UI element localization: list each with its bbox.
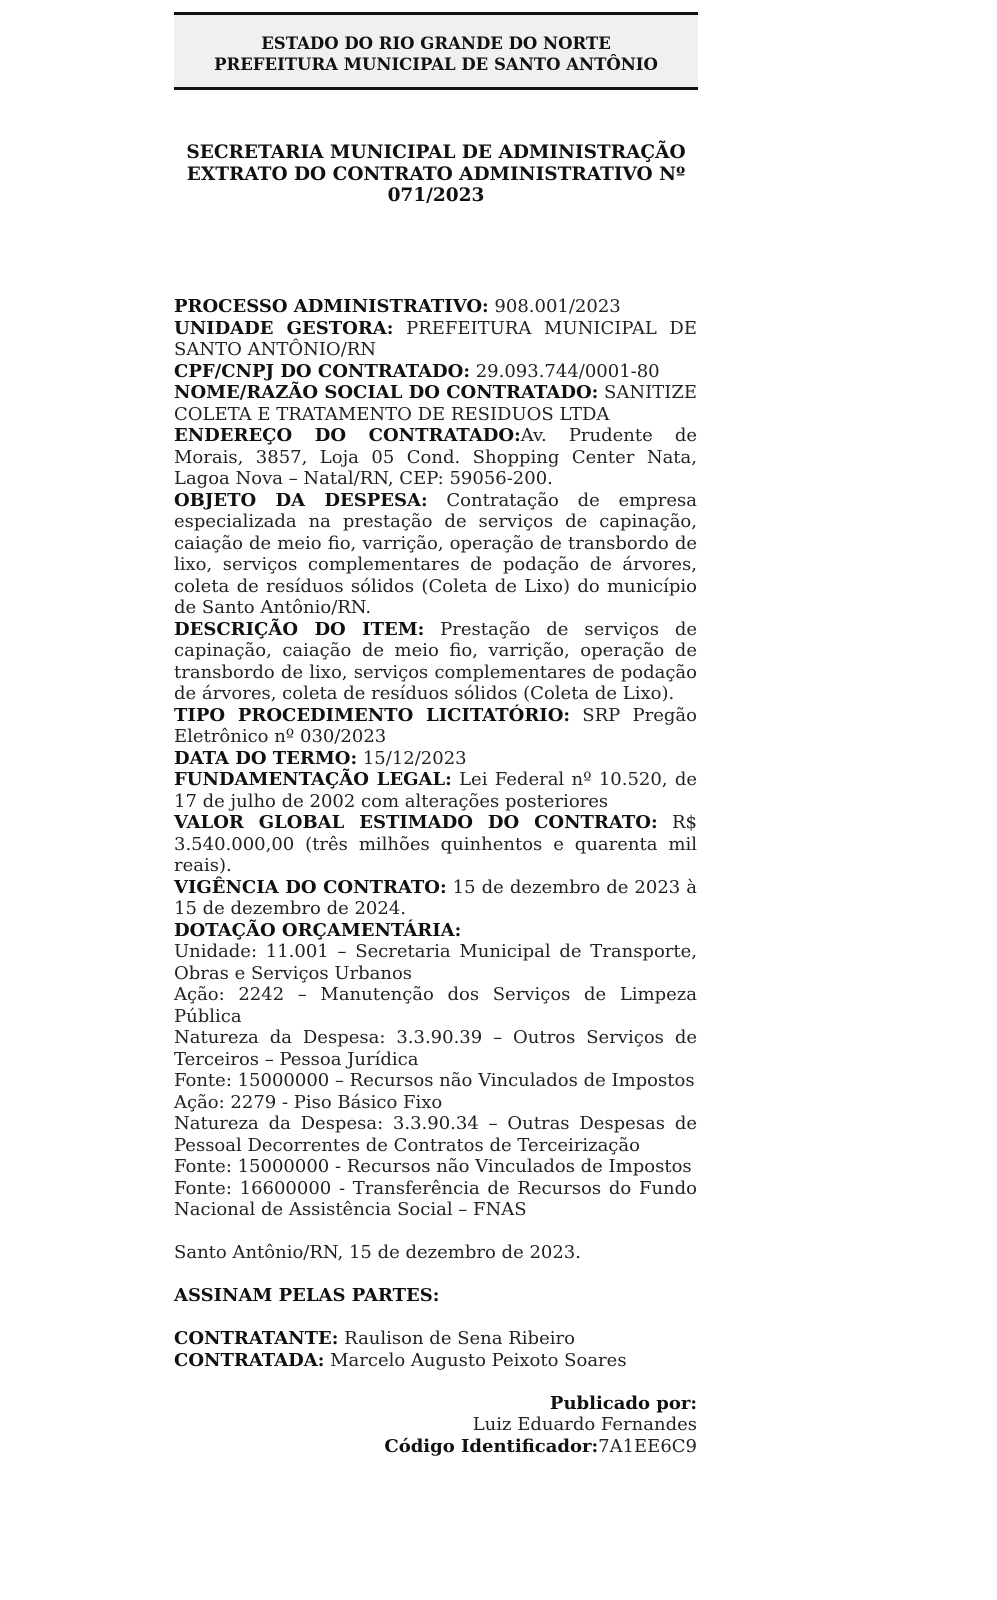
dotacao-item: Unidade: 11.001 – Secretaria Municipal de Transporte, Obras e Serviços Urbanos: [174, 941, 697, 984]
dotacao-item: Ação: 2279 - Piso Básico Fixo: [174, 1091, 443, 1113]
document-body: [174, 296, 697, 1457]
contract-field: [174, 619, 697, 705]
field-label: NOME/RAZÃO SOCIAL DO CONTRATADO:: [174, 382, 599, 403]
dotacao-item: Fonte: 16600000 - Transferência de Recursos do Fundo Nacional de Assistência Social – FNAS: [174, 1177, 697, 1220]
contratada-line: [174, 1350, 697, 1372]
contratada-label: CONTRATADA:: [174, 1349, 325, 1371]
contract-field: [174, 425, 697, 490]
contract-field: [174, 812, 697, 877]
contract-field: [174, 705, 697, 748]
dotacao-item: Natureza da Despesa: 3.3.90.39 – Outros Serviços de Terceiros – Pessoa Jurídica: [174, 1027, 697, 1070]
code-label: Código Identificador:: [384, 1435, 599, 1457]
field-value: Prestação de serviços de capinação, caiação de meio fio, varrição, operação de transbordo de lixo, serviços complementares de podação de árvores, coleta de resíduos sólidos (Coleta de Lixo).: [174, 618, 697, 704]
contract-field: [174, 296, 697, 318]
dotacao-list: [174, 941, 697, 1221]
field-label: PROCESSO ADMINISTRATIVO:: [174, 296, 489, 317]
publisher-name: Luiz Eduardo Fernandes: [472, 1414, 697, 1435]
field-value: 15 de dezembro de 2023 à 15 de dezembro de 2024.: [174, 876, 698, 919]
header-state: ESTADO DO RIO GRANDE DO NORTE: [261, 34, 611, 53]
field-value: Contratação de empresa especializada na prestação de serviços de capinação, caiação de meio fio, varrição, operação de transbordo de lixo, serviços complementares de podação de árvores, coleta de resíduos sólidos (Coleta de Lixo) do município de Santo Antônio/RN.: [174, 489, 697, 618]
contratante-label: CONTRATANTE:: [174, 1328, 339, 1349]
code-value: 7A1EE6C9: [598, 1435, 697, 1457]
contract-field: [174, 748, 697, 770]
contract-field: [174, 920, 697, 942]
contract-field: [174, 382, 697, 425]
field-value: SANITIZE COLETA E TRATAMENTO DE RESIDUOS LTDA: [174, 382, 697, 425]
contratante-line: [174, 1328, 697, 1350]
title-secretaria: SECRETARIA MUNICIPAL DE ADMINISTRAÇÃO: [186, 142, 686, 163]
field-label: FUNDAMENTAÇÃO LEGAL:: [174, 769, 452, 790]
field-label: OBJETO DA DESPESA:: [174, 489, 428, 511]
contract-field: [174, 361, 697, 383]
field-label: UNIDADE GESTORA:: [174, 317, 394, 339]
field-value: Av. Prudente de Morais, 3857, Loja 05 Cond. Shopping Center Nata, Lagoa Nova – Natal/RN, CEP: 59056-200.: [174, 425, 697, 489]
publication-block: [174, 1393, 697, 1458]
signatures-heading: ASSINAM PELAS PARTES:: [174, 1285, 440, 1306]
field-value: 29.093.744/0001-80: [469, 360, 660, 382]
contratada-name: Marcelo Augusto Peixoto Soares: [324, 1349, 627, 1371]
field-label: VIGÊNCIA DO CONTRATO:: [174, 876, 447, 898]
field-value: 908.001/2023: [488, 296, 621, 317]
field-value: R$ 3.540.000,00 (três milhões quinhentos e quarenta mil reais).: [174, 812, 697, 876]
document-header: [174, 12, 698, 90]
contract-field: [174, 877, 697, 920]
contract-fields: [174, 296, 697, 941]
contratante-name: Raulison de Sena Ribeiro: [338, 1328, 575, 1349]
field-label: DATA DO TERMO:: [174, 747, 358, 769]
place-date: Santo Antônio/RN, 15 de dezembro de 2023.: [174, 1242, 581, 1263]
dotacao-item: Fonte: 15000000 – Recursos não Vinculados de Impostos: [174, 1070, 695, 1091]
title-extrato: EXTRATO DO CONTRATO ADMINISTRATIVO Nº 071/2023: [186, 163, 686, 206]
published-by-label: Publicado por:: [549, 1392, 697, 1414]
field-value: Lei Federal nº 10.520, de 17 de julho de 2002 com alterações posteriores: [174, 769, 697, 812]
field-label: TIPO PROCEDIMENTO LICITATÓRIO:: [174, 704, 571, 726]
document-title: [174, 142, 698, 207]
field-value: SRP Pregão Eletrônico nº 030/2023: [174, 704, 697, 747]
field-label: DOTAÇÃO ORÇAMENTÁRIA:: [174, 919, 462, 941]
contract-field: [174, 490, 697, 619]
dotacao-item: Natureza da Despesa: 3.3.90.34 – Outras Despesas de Pessoal Decorrentes de Contratos de Terceirização: [174, 1113, 697, 1156]
field-value: 15/12/2023: [357, 747, 467, 769]
header-prefecture: PREFEITURA MUNICIPAL DE SANTO ANTÔNIO: [214, 55, 658, 74]
contract-field: [174, 769, 697, 812]
field-label: ENDEREÇO DO CONTRATADO:: [174, 425, 521, 446]
contract-field: [174, 318, 697, 361]
dotacao-item: Ação: 2242 – Manutenção dos Serviços de Limpeza Pública: [174, 984, 697, 1027]
field-label: DESCRIÇÃO DO ITEM:: [174, 618, 425, 640]
field-label: VALOR GLOBAL ESTIMADO DO CONTRATO:: [174, 812, 658, 833]
dotacao-item: Fonte: 15000000 - Recursos não Vinculados de Impostos: [174, 1156, 692, 1177]
field-value: PREFEITURA MUNICIPAL DE SANTO ANTÔNIO/RN: [174, 317, 697, 360]
field-label: CPF/CNPJ DO CONTRATADO:: [174, 360, 470, 382]
